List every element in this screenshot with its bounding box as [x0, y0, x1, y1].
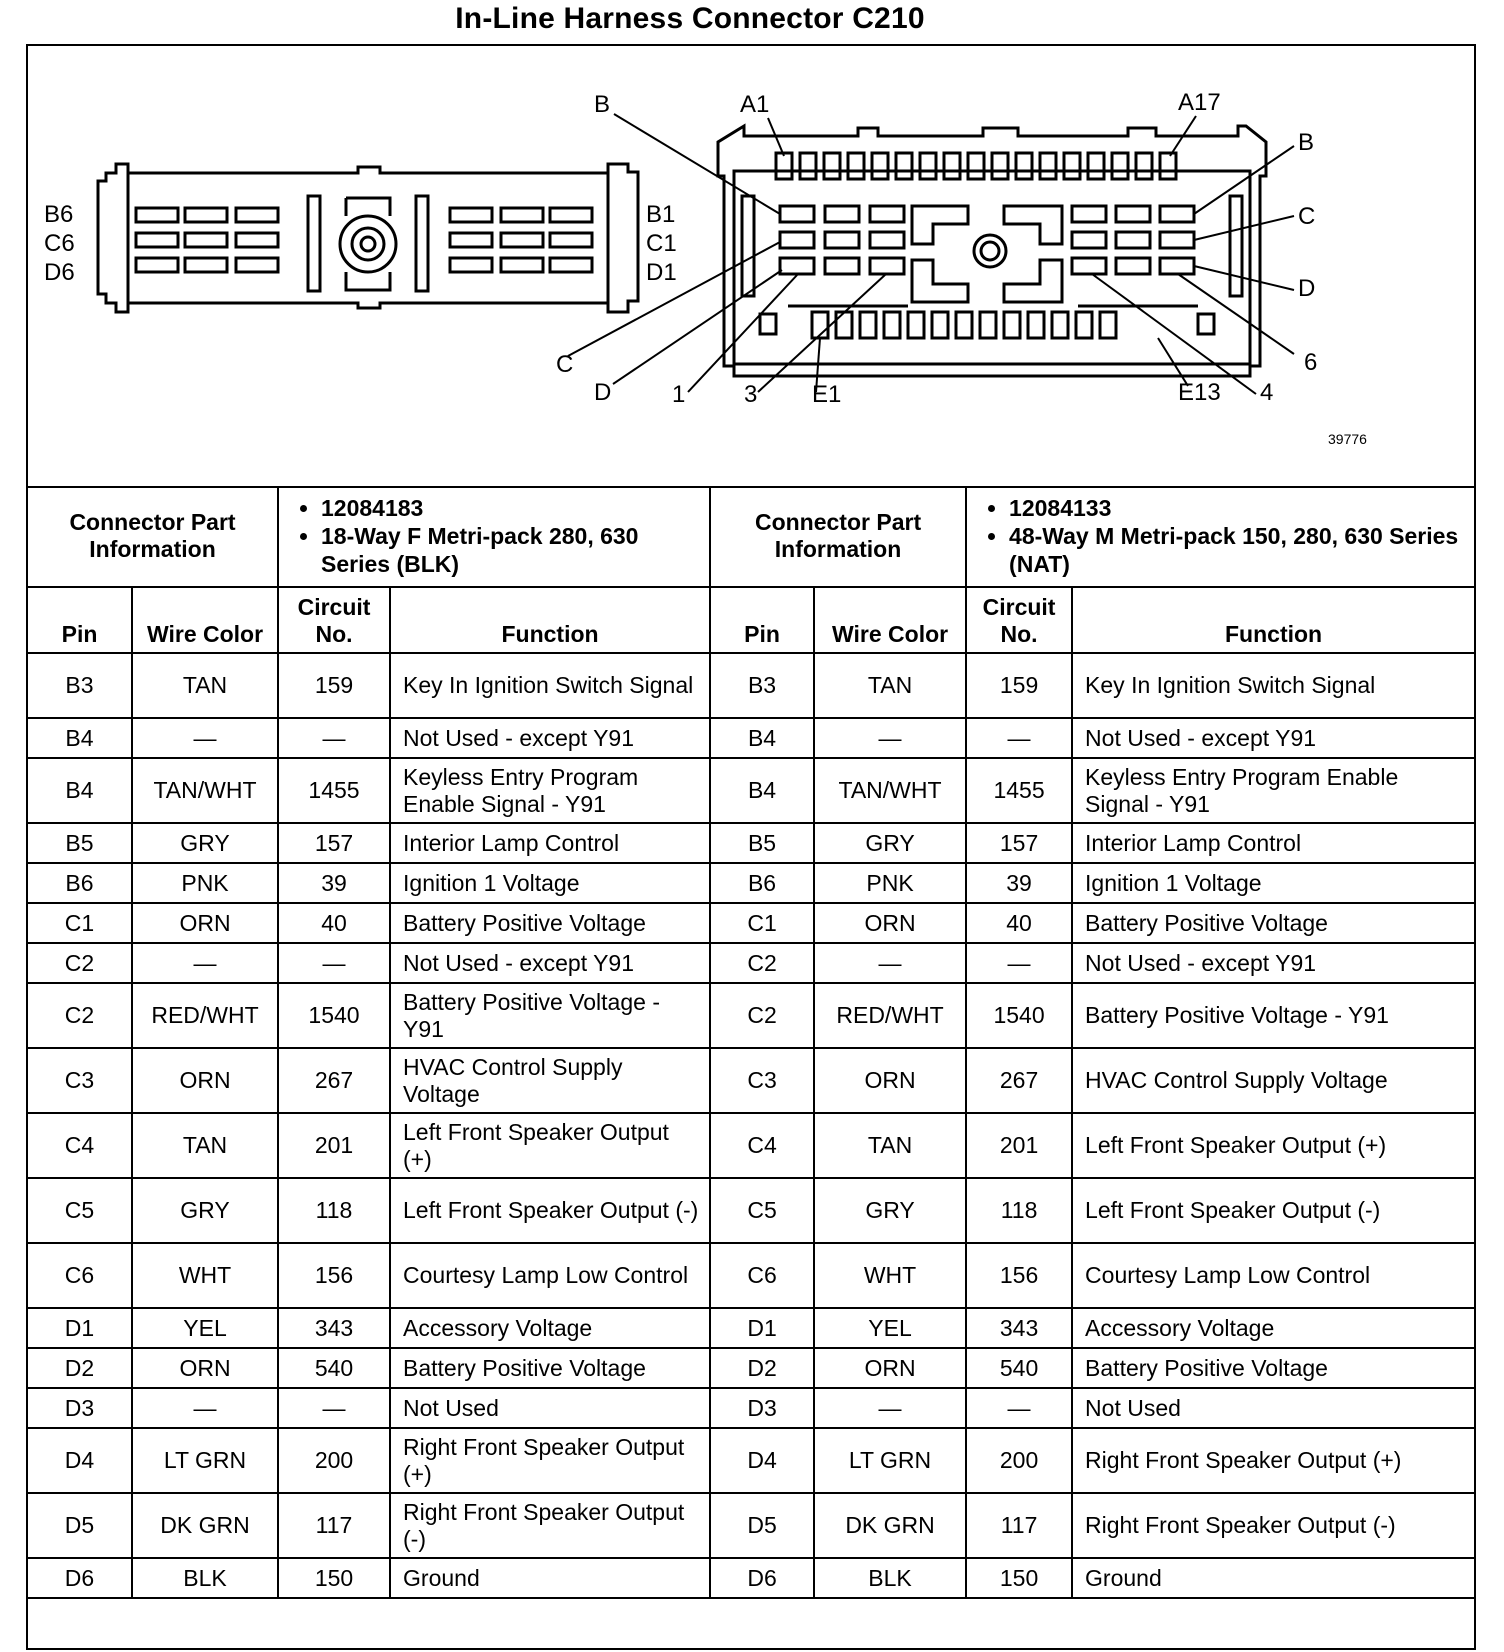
- label-d-bottom: D: [594, 379, 612, 406]
- pin-cell: D3: [28, 1388, 132, 1428]
- circuit-cell: 159: [278, 653, 390, 718]
- function-cell: Right Front Speaker Output (+): [1072, 1428, 1474, 1493]
- wire-color-cell: LT GRN: [132, 1428, 278, 1493]
- wire-color-cell: WHT: [132, 1243, 278, 1308]
- pin-cell: D6: [710, 1558, 814, 1598]
- table-row: [28, 1388, 1474, 1428]
- table-row: [28, 758, 1474, 823]
- wire-color-cell: —: [132, 718, 278, 758]
- wire-color-cell: BLK: [132, 1558, 278, 1598]
- connector-illustration: [28, 46, 1474, 488]
- pin-cell: D1: [710, 1308, 814, 1348]
- function-cell: Not Used - except Y91: [1072, 718, 1474, 758]
- wire-color-cell: ORN: [132, 1348, 278, 1388]
- function-cell: Ground: [390, 1558, 710, 1598]
- circuit-cell: 118: [278, 1178, 390, 1243]
- function-cell: Not Used: [1072, 1388, 1474, 1428]
- right-info-label: Connector Part Information: [710, 486, 966, 587]
- wire-color-cell: RED/WHT: [132, 983, 278, 1048]
- function-cell: Right Front Speaker Output (-): [390, 1493, 710, 1558]
- header-function: Function: [390, 587, 710, 653]
- wire-color-cell: ORN: [132, 1048, 278, 1113]
- wire-color-cell: GRY: [132, 1178, 278, 1243]
- circuit-cell: 1540: [966, 983, 1072, 1048]
- header-circuit: Circuit No.: [278, 587, 390, 653]
- wire-color-cell: GRY: [814, 1178, 966, 1243]
- pin-cell: D6: [28, 1558, 132, 1598]
- wire-color-cell: PNK: [814, 863, 966, 903]
- label-e13: E13: [1178, 379, 1221, 406]
- circuit-cell: 156: [966, 1243, 1072, 1308]
- left-info-details: [278, 486, 710, 587]
- function-cell: Right Front Speaker Output (-): [1072, 1493, 1474, 1558]
- table-row: [28, 653, 1474, 718]
- pin-cell: B5: [28, 823, 132, 863]
- function-cell: Battery Positive Voltage: [390, 903, 710, 943]
- label-b1: B1: [646, 201, 676, 228]
- function-cell: Interior Lamp Control: [390, 823, 710, 863]
- label-4: 4: [1260, 379, 1274, 406]
- callout-leader-lines: [568, 114, 1294, 394]
- wire-color-cell: GRY: [132, 823, 278, 863]
- wire-color-cell: TAN/WHT: [814, 758, 966, 823]
- circuit-cell: 1540: [278, 983, 390, 1048]
- circuit-cell: 118: [966, 1178, 1072, 1243]
- left-part-description: • 18-Way F Metri-pack 280, 630 Series (BLK): [321, 522, 703, 578]
- pin-cell: C1: [710, 903, 814, 943]
- pin-cell: C3: [710, 1048, 814, 1113]
- function-cell: Left Front Speaker Output (+): [390, 1113, 710, 1178]
- table-row: [28, 1348, 1474, 1388]
- label-b-top: B: [594, 91, 611, 118]
- wire-color-cell: ORN: [814, 1348, 966, 1388]
- wire-color-cell: —: [814, 943, 966, 983]
- right-connector-cavities: [776, 153, 1194, 338]
- function-cell: Not Used: [390, 1388, 710, 1428]
- table-row: [28, 1558, 1474, 1598]
- header-pin: Pin: [710, 587, 814, 653]
- function-cell: Not Used - except Y91: [390, 718, 710, 758]
- pin-cell: B4: [710, 758, 814, 823]
- function-cell: Battery Positive Voltage - Y91: [390, 983, 710, 1048]
- circuit-cell: —: [966, 1388, 1072, 1428]
- function-cell: Courtesy Lamp Low Control: [390, 1243, 710, 1308]
- wire-color-cell: —: [814, 718, 966, 758]
- wire-color-cell: —: [814, 1388, 966, 1428]
- function-cell: Right Front Speaker Output (+): [390, 1428, 710, 1493]
- circuit-cell: 40: [966, 903, 1072, 943]
- table-row: [28, 1308, 1474, 1348]
- circuit-cell: 200: [966, 1428, 1072, 1493]
- function-cell: Not Used - except Y91: [1072, 943, 1474, 983]
- diagram-title: In-Line Harness Connector C210: [455, 2, 925, 35]
- circuit-cell: 201: [966, 1113, 1072, 1178]
- label-1: 1: [672, 381, 686, 408]
- wire-color-cell: TAN: [132, 653, 278, 718]
- function-cell: Battery Positive Voltage: [1072, 1348, 1474, 1388]
- function-cell: Accessory Voltage: [390, 1308, 710, 1348]
- label-c6: C6: [44, 230, 75, 257]
- circuit-cell: 156: [278, 1243, 390, 1308]
- circuit-cell: 40: [278, 903, 390, 943]
- circuit-cell: 150: [966, 1558, 1072, 1598]
- wire-color-cell: PNK: [132, 863, 278, 903]
- right-part-number: • 12084133: [1009, 494, 1468, 522]
- wire-color-cell: LT GRN: [814, 1428, 966, 1493]
- connector-info-row: [28, 486, 1474, 587]
- circuit-cell: 157: [278, 823, 390, 863]
- column-header-row: [28, 587, 1474, 653]
- pin-cell: C6: [28, 1243, 132, 1308]
- pin-cell: C1: [28, 903, 132, 943]
- wire-color-cell: TAN: [814, 653, 966, 718]
- label-d1: D1: [646, 259, 677, 286]
- function-cell: Keyless Entry Program Enable Signal - Y91: [1072, 758, 1474, 823]
- label-6: 6: [1304, 349, 1318, 376]
- circuit-cell: 343: [966, 1308, 1072, 1348]
- pin-cell: D2: [710, 1348, 814, 1388]
- label-e1: E1: [812, 381, 842, 408]
- pin-cell: D4: [710, 1428, 814, 1493]
- circuit-cell: 267: [278, 1048, 390, 1113]
- circuit-cell: 343: [278, 1308, 390, 1348]
- function-cell: Key In Ignition Switch Signal: [1072, 653, 1474, 718]
- function-cell: Battery Positive Voltage: [390, 1348, 710, 1388]
- pin-cell: C2: [28, 983, 132, 1048]
- label-d6: D6: [44, 259, 75, 286]
- circuit-cell: 1455: [966, 758, 1072, 823]
- left-part-number: • 12084183: [321, 494, 703, 522]
- pin-cell: D5: [710, 1493, 814, 1558]
- function-cell: Interior Lamp Control: [1072, 823, 1474, 863]
- header-wire-color: Wire Color: [132, 587, 278, 653]
- circuit-cell: 200: [278, 1428, 390, 1493]
- wire-color-cell: —: [132, 943, 278, 983]
- table-row: [28, 1178, 1474, 1243]
- pin-cell: B4: [28, 718, 132, 758]
- header-pin: Pin: [28, 587, 132, 653]
- pin-cell: D4: [28, 1428, 132, 1493]
- header-circuit: Circuit No.: [966, 587, 1072, 653]
- figure-number: 39776: [1328, 431, 1367, 447]
- pin-cell: B4: [710, 718, 814, 758]
- wire-color-cell: ORN: [814, 1048, 966, 1113]
- label-a17: A17: [1178, 89, 1221, 116]
- pin-cell: D2: [28, 1348, 132, 1388]
- circuit-cell: 540: [278, 1348, 390, 1388]
- function-cell: Ignition 1 Voltage: [390, 863, 710, 903]
- wire-color-cell: TAN: [132, 1113, 278, 1178]
- pin-cell: C2: [710, 943, 814, 983]
- circuit-cell: 159: [966, 653, 1072, 718]
- table-row: [28, 943, 1474, 983]
- function-cell: Keyless Entry Program Enable Signal - Y91: [390, 758, 710, 823]
- circuit-cell: 117: [278, 1493, 390, 1558]
- table-row: [28, 863, 1474, 903]
- wire-color-cell: RED/WHT: [814, 983, 966, 1048]
- table-row: [28, 1243, 1474, 1308]
- pin-cell: D5: [28, 1493, 132, 1558]
- table-row: [28, 1428, 1474, 1493]
- table-row: [28, 823, 1474, 863]
- pin-cell: B5: [710, 823, 814, 863]
- label-3: 3: [744, 381, 758, 408]
- wire-color-cell: —: [132, 1388, 278, 1428]
- pin-cell: C5: [28, 1178, 132, 1243]
- table-row: [28, 1493, 1474, 1558]
- function-cell: Accessory Voltage: [1072, 1308, 1474, 1348]
- label-c-right: C: [1298, 203, 1316, 230]
- left-info-label: Connector Part Information: [28, 486, 278, 587]
- function-cell: Not Used - except Y91: [390, 943, 710, 983]
- circuit-cell: 201: [278, 1113, 390, 1178]
- wire-color-cell: ORN: [814, 903, 966, 943]
- wire-color-cell: YEL: [814, 1308, 966, 1348]
- right-part-description: • 48-Way M Metri-pack 150, 280, 630 Series (NAT): [1009, 522, 1468, 578]
- pin-cell: C6: [710, 1243, 814, 1308]
- wire-color-cell: YEL: [132, 1308, 278, 1348]
- pin-cell: C2: [28, 943, 132, 983]
- circuit-cell: —: [278, 943, 390, 983]
- label-b6: B6: [44, 201, 74, 228]
- function-cell: HVAC Control Supply Voltage: [1072, 1048, 1474, 1113]
- pin-cell: D3: [710, 1388, 814, 1428]
- function-cell: Battery Positive Voltage: [1072, 903, 1474, 943]
- pin-cell: C4: [28, 1113, 132, 1178]
- pin-cell: B4: [28, 758, 132, 823]
- function-cell: Left Front Speaker Output (-): [1072, 1178, 1474, 1243]
- wire-color-cell: BLK: [814, 1558, 966, 1598]
- connector-frame: [26, 44, 1476, 1650]
- function-cell: Ignition 1 Voltage: [1072, 863, 1474, 903]
- wire-color-cell: TAN/WHT: [132, 758, 278, 823]
- pin-cell: C2: [710, 983, 814, 1048]
- pin-cell: C5: [710, 1178, 814, 1243]
- table-row: [28, 983, 1474, 1048]
- wire-color-cell: GRY: [814, 823, 966, 863]
- pin-cell: B3: [710, 653, 814, 718]
- wire-color-cell: DK GRN: [814, 1493, 966, 1558]
- table-row: [28, 1113, 1474, 1178]
- circuit-cell: 267: [966, 1048, 1072, 1113]
- circuit-cell: 540: [966, 1348, 1072, 1388]
- right-info-details: [966, 486, 1474, 587]
- label-c-bottom: C: [556, 351, 574, 378]
- pin-cell: B6: [28, 863, 132, 903]
- function-cell: Left Front Speaker Output (+): [1072, 1113, 1474, 1178]
- label-d-right: D: [1298, 275, 1316, 302]
- pinout-table: [28, 486, 1474, 1599]
- circuit-cell: 39: [966, 863, 1072, 903]
- label-b-right: B: [1298, 129, 1315, 156]
- header-wire-color: Wire Color: [814, 587, 966, 653]
- circuit-cell: —: [278, 718, 390, 758]
- wire-color-cell: WHT: [814, 1243, 966, 1308]
- header-function: Function: [1072, 587, 1474, 653]
- function-cell: Left Front Speaker Output (-): [390, 1178, 710, 1243]
- pin-cell: C4: [710, 1113, 814, 1178]
- function-cell: Courtesy Lamp Low Control: [1072, 1243, 1474, 1308]
- connector-drawing: [28, 46, 1474, 486]
- pin-cell: C3: [28, 1048, 132, 1113]
- label-c1: C1: [646, 230, 677, 257]
- circuit-cell: —: [278, 1388, 390, 1428]
- table-row: [28, 718, 1474, 758]
- table-row: [28, 1048, 1474, 1113]
- circuit-cell: —: [966, 718, 1072, 758]
- pin-cell: D1: [28, 1308, 132, 1348]
- pin-cell: B3: [28, 653, 132, 718]
- function-cell: Ground: [1072, 1558, 1474, 1598]
- circuit-cell: 157: [966, 823, 1072, 863]
- pin-cell: B6: [710, 863, 814, 903]
- label-a1: A1: [740, 91, 770, 118]
- circuit-cell: —: [966, 943, 1072, 983]
- circuit-cell: 150: [278, 1558, 390, 1598]
- function-cell: Key In Ignition Switch Signal: [390, 653, 710, 718]
- wire-color-cell: TAN: [814, 1113, 966, 1178]
- wire-color-cell: ORN: [132, 903, 278, 943]
- wire-color-cell: DK GRN: [132, 1493, 278, 1558]
- circuit-cell: 1455: [278, 758, 390, 823]
- function-cell: Battery Positive Voltage - Y91: [1072, 983, 1474, 1048]
- circuit-cell: 39: [278, 863, 390, 903]
- function-cell: HVAC Control Supply Voltage: [390, 1048, 710, 1113]
- circuit-cell: 117: [966, 1493, 1072, 1558]
- table-row: [28, 903, 1474, 943]
